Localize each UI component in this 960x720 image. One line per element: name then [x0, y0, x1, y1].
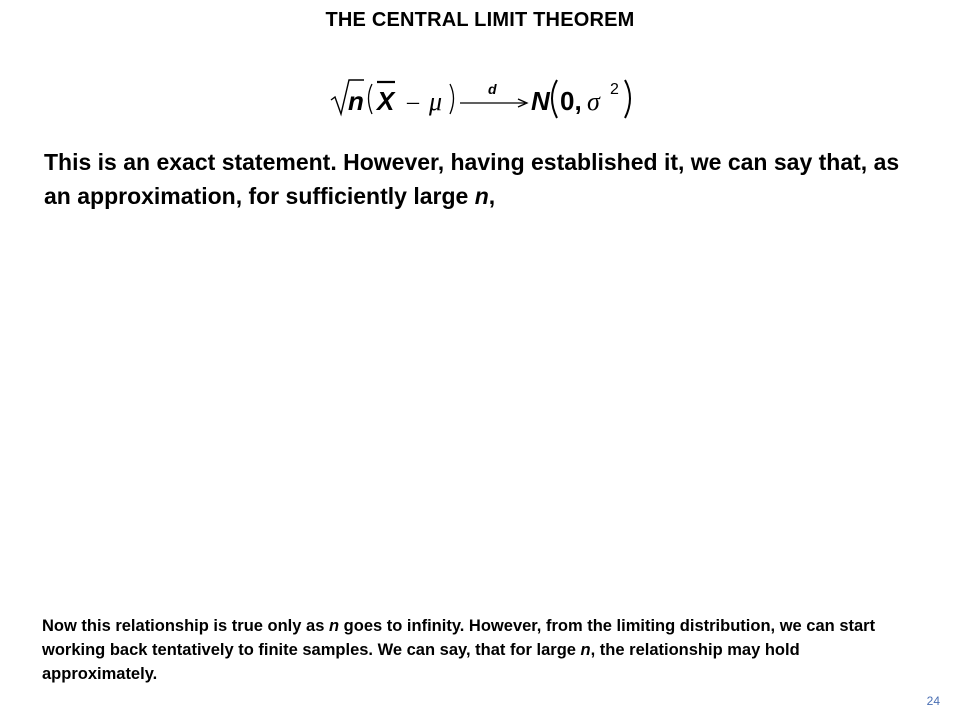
formula-normal-left-paren — [552, 80, 557, 118]
exact-statement-text — [44, 145, 924, 213]
note-italic-n2: n — [580, 641, 591, 659]
formula-right-paren — [450, 84, 454, 114]
formula-x: X — [377, 86, 395, 116]
arrow-label-d: d — [488, 81, 497, 97]
formula-normal-n: N — [531, 86, 550, 116]
note-part3: , the relationship may hold approximately. — [42, 641, 800, 683]
note-part1: Now this relationship is true only as — [42, 617, 329, 635]
formula-zero: 0, — [560, 86, 582, 116]
speaker-note-text — [42, 614, 902, 686]
statement-part2: , — [488, 183, 496, 209]
statement-italic-n: n — [474, 183, 489, 209]
clt-formula — [325, 70, 655, 130]
formula-minus: – — [407, 89, 419, 115]
page-number: 24 — [926, 694, 940, 708]
formula-exponent: 2 — [610, 81, 619, 98]
formula-n: n — [348, 86, 364, 116]
formula-mu: μ — [429, 87, 443, 116]
note-part2: goes to infinity. However, from the limiting distribution, we can start working back tentatively to finite samples. We can say, that for large — [42, 617, 876, 659]
formula-left-paren — [369, 84, 373, 114]
formula-sigma: σ — [587, 87, 600, 116]
note-italic-n1: n — [328, 617, 340, 635]
statement-part1: This is an exact statement. However, having established it, we can say that, as an approximation, for sufficiently large — [44, 149, 900, 209]
formula-normal-right-paren — [625, 80, 630, 118]
slide-title: THE CENTRAL LIMIT THEOREM — [325, 9, 635, 31]
